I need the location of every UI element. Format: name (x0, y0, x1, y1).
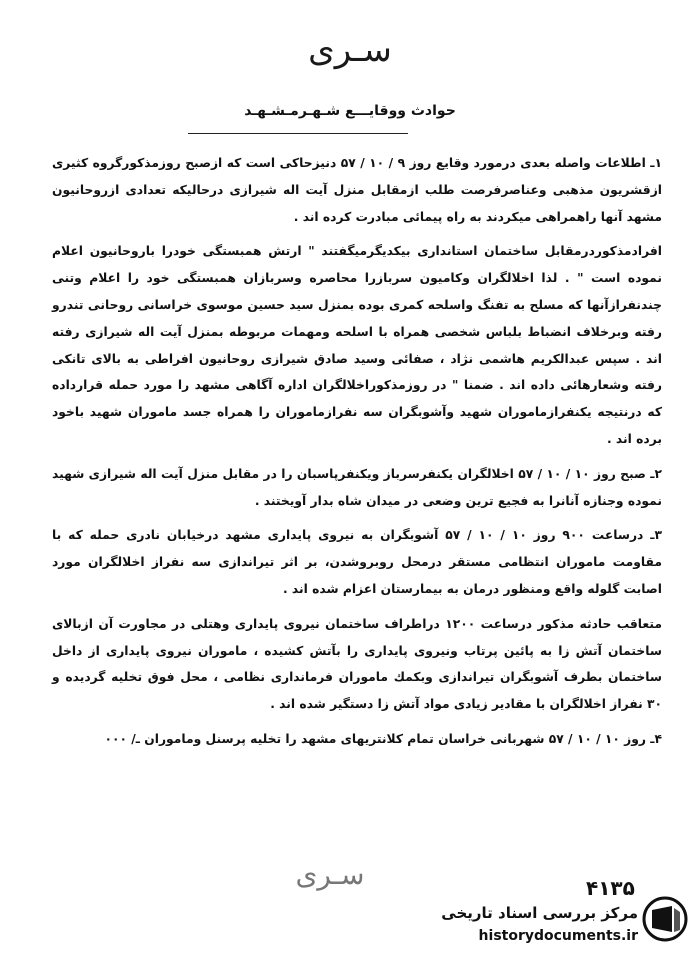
archive-logo-icon (642, 896, 688, 942)
secret-stamp-top: سـرى (308, 30, 392, 70)
paragraph-3: ۲ـ صبح روز ۱۰ / ۱۰ / ۵۷ اخلالگران يكنفرسرباز ويكنفرپاسبان را در مقابل منزل آيت اله شيرازى شهيد نموده وجنازه آنانرا به فجيع ترين وضعى در ميدان شاه بدار آويختند . (52, 466, 662, 508)
document-title: حوادث ووقايـــع شـهـرمـشـهـد (244, 103, 456, 119)
archive-website: historydocuments.ir (478, 928, 638, 944)
paragraph-5: متعاقب حادثه مذكور درساعت ۱۲۰۰ دراطراف ساختمان نيروى پايدارى وهتلى در مجاورت آن ازبالاى ساختمان آتش زا به پائين پرتاب ونيروى پايدارى را بآتش كشيده ، ماموران نيروى پايدارى از داخل ساختمان بطرف آشوبگران تيراندازى وبكمك ماموران فرماندارى نظامى ، محل فوق تخليه گرديده و ۳۰ نفراز اخلالگران با مقادير زيادى مواد آتش زا دستگير شده اند . (52, 616, 662, 712)
paragraph-1: ۱ـ اطلاعات واصله بعدى درمورد وقايع روز ۹ / ۱۰ / ۵۷ دنيزحاكى است كه ازصبح روزمذكورگروه كثيرى ازقشريون مذهبى وعناصرفرصت طلب ازمقابل منزل آيت اله شيرازى درحاليكه تعدادى ازروحانيون مشهد آنها راهمراهى ميكردند به راه پيمائى مبادرت كرده اند . (52, 156, 662, 224)
secret-stamp-bottom: سـرى (295, 858, 365, 891)
paragraph-6: ۴ـ روز ۱۰ / ۱۰ / ۵۷ شهربانى خراسان تمام كلانتريهاى مشهد را تخليه پرسنل وماموران ـ/ ۰۰۰ (104, 731, 662, 746)
page-number: ۴۱۳۵ (586, 876, 635, 900)
document-body (52, 150, 662, 761)
title-underline (188, 133, 408, 134)
archive-name: مرکز بررسی اسناد تاریخی (441, 904, 638, 922)
paragraph-2: افرادمذكوردرمقابل ساختمان استاندارى بيكديگرميگفتند " ارتش همبستگى خودرا باروحانيون اعلام نموده است " . لذا اخلالگران وكاميون سربازرا محاصره وسربازان همبستگى خود را اعلام وتنى چندنفرازآنها كه مسلح به تفنگ واسلحه كمرى بوده بمنزل سيد حسين موسوى خراسانى روحانى تندرو رفته وبرخلاف انضباط بلباس شخصى همراه با اسلحه ومهمات مربوطه بمنزل آيت اله شيرازى رفته اند . سپس عبدالكريم هاشمى نژاد ، صفائى وسيد صادق شيرازى روحانيون افراطى به بالاى تانكى رفته وشعارهائى داده اند . ضمنا " در روزمذكوراخلالگران اداره آگاهى مشهد را مورد حمله قرارداده كه درنتيجه يكنفرازماموران شهيد وآشوبگران سه نفرازماموران را همراه جسد ماموران شهيد باخود برده اند . (52, 244, 662, 446)
paragraph-4: ۳ـ درساعت ۹۰۰ روز ۱۰ / ۱۰ / ۵۷ آشوبگران به نيروى پايدارى مشهد درخيابان نادرى حمله كه با مقاومت ماموران انتظامى مستقر درمحل روبروشدن، بر اثر تيراندازى سه نفراز اخلالگران مورد اصابت گلوله واقع ومنظور درمان به بيمارستان اعزام شده اند . (52, 528, 662, 596)
